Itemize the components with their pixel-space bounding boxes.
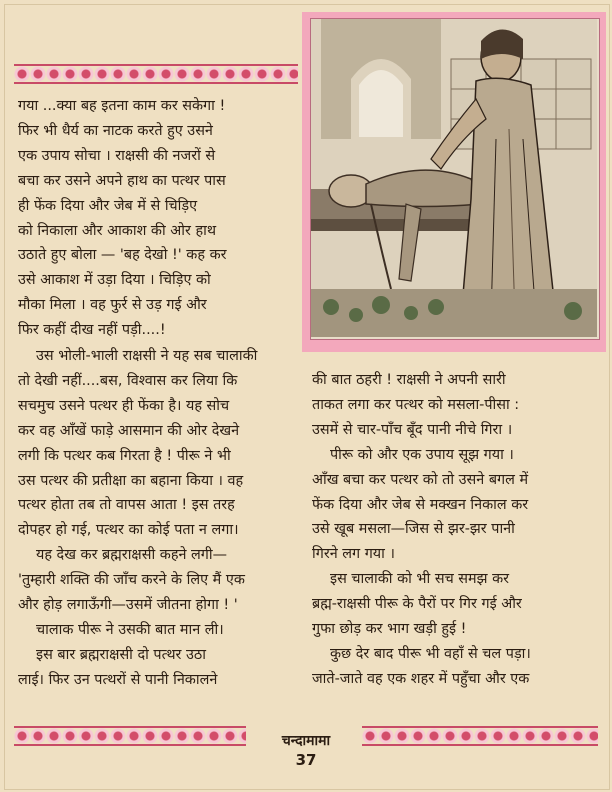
text-line: ब्रह्म-राक्षसी पीरू के पैरों पर गिर गई और (312, 596, 522, 613)
text-line: लगी कि पत्थर कब गिरता है ! पीरू ने भी (18, 447, 231, 464)
text-line: एक उपाय सोचा । राक्षसी की नजरों से (18, 147, 216, 164)
text-line: मौका मिला । वह फुर्र से उड़ गई और (18, 297, 207, 314)
text-line: ताकत लगा कर पत्थर को मसला-पीसा : (312, 396, 520, 413)
illustration-scene (310, 18, 600, 340)
text-line: यह देख कर ब्रह्मराक्षसी कहने लगी— (36, 547, 227, 564)
right-column (312, 368, 594, 692)
text-line: बचा कर उसने अपने हाथ का पत्थर पास (18, 172, 226, 189)
text-line: ही फेंक दिया और जेब में से चिड़िए (18, 197, 198, 214)
text-line: उठाते हुए बोला — 'बह देखो !' कह कर (18, 247, 227, 264)
text-line: दोपहर हो गई, पत्थर का कोई पता न लगा। (18, 522, 239, 539)
text-line: सचमुच उसने पत्थर ही फेंका है। यह सोच (18, 397, 230, 414)
text-line: 'तुम्हारी शक्ति की जाँच करने के लिए मैं एक (18, 572, 245, 589)
text-line: पीरू को और एक उपाय सूझ गया । (330, 446, 514, 463)
text-line: उस पत्थर की प्रतीक्षा का बहाना किया । वह (18, 472, 244, 489)
text-line: की बात ठहरी ! राक्षसी ने अपनी सारी (312, 372, 506, 388)
text-line: इस चालाकी को भी सच समझ कर (330, 571, 510, 588)
text-line: तो देखी नहीं....बस, विश्वास कर लिया कि (18, 372, 238, 389)
text-line: जाते-जाते वह एक शहर में पहुँचा और एक (312, 670, 530, 687)
text-line: को निकाला और आकाश की ओर हाथ (18, 222, 217, 239)
text-line: उसे खूब मसला—जिस से झर-झर पानी (312, 521, 515, 538)
text-line: कर वह आँखें फाड़े आसमान की ओर देखने (18, 422, 240, 439)
left-column-bottom (18, 344, 296, 693)
text-line: इस बार ब्रह्मराक्षसी दो पत्थर उठा (36, 646, 206, 663)
text-line: उसे आकाश में उड़ा दिया । चिड़िए को (18, 272, 211, 289)
text-line: फिर कहीं दीख नहीं पड़ी....! (18, 322, 166, 339)
illustration-drawing (311, 19, 597, 337)
text-line: गिरने लग गया । (312, 546, 395, 563)
text-line: गया ...क्या बह इतना काम कर सकेगा ! (18, 98, 226, 114)
text-line: आँख बचा कर पत्थर को तो उसने बगल में (312, 471, 529, 488)
left-column-top (18, 94, 296, 343)
text-line: फिर भी धैर्य का नाटक करते हुए उसने (18, 122, 213, 139)
bottom-decorative-border-left (14, 726, 246, 746)
text-line: फेंक दिया और जेब से मक्खन निकाल कर (312, 496, 529, 513)
page-number: 37 (295, 751, 317, 769)
text-line: उसमें से चार-पाँच बूँद पानी नीचे गिरा । (312, 421, 513, 438)
text-line: चालाक पीरू ने उसकी बात मान ली। (36, 621, 224, 638)
magazine-title: चन्दामामा (281, 733, 331, 749)
text-line: उस भोली-भाली राक्षसी ने यह सब चालाकी (36, 348, 258, 364)
text-line: गुफा छोड़ कर भाग खड़ी हुई ! (312, 621, 467, 638)
text-line: कुछ देर बाद पीरू भी वहाँ से चल पड़ा। (330, 645, 531, 662)
text-line: पत्थर होता तब तो वापस आता ! इस तरह (18, 497, 235, 514)
top-decorative-border (14, 64, 298, 84)
story-illustration (302, 12, 606, 352)
bottom-decorative-border-right (362, 726, 598, 746)
text-line: और होड़ लगाऊँगी—उसमें जीतना होगा ! ' (18, 597, 238, 614)
text-line: लाई। फिर उन पत्थरों से पानी निकालने (18, 671, 218, 688)
